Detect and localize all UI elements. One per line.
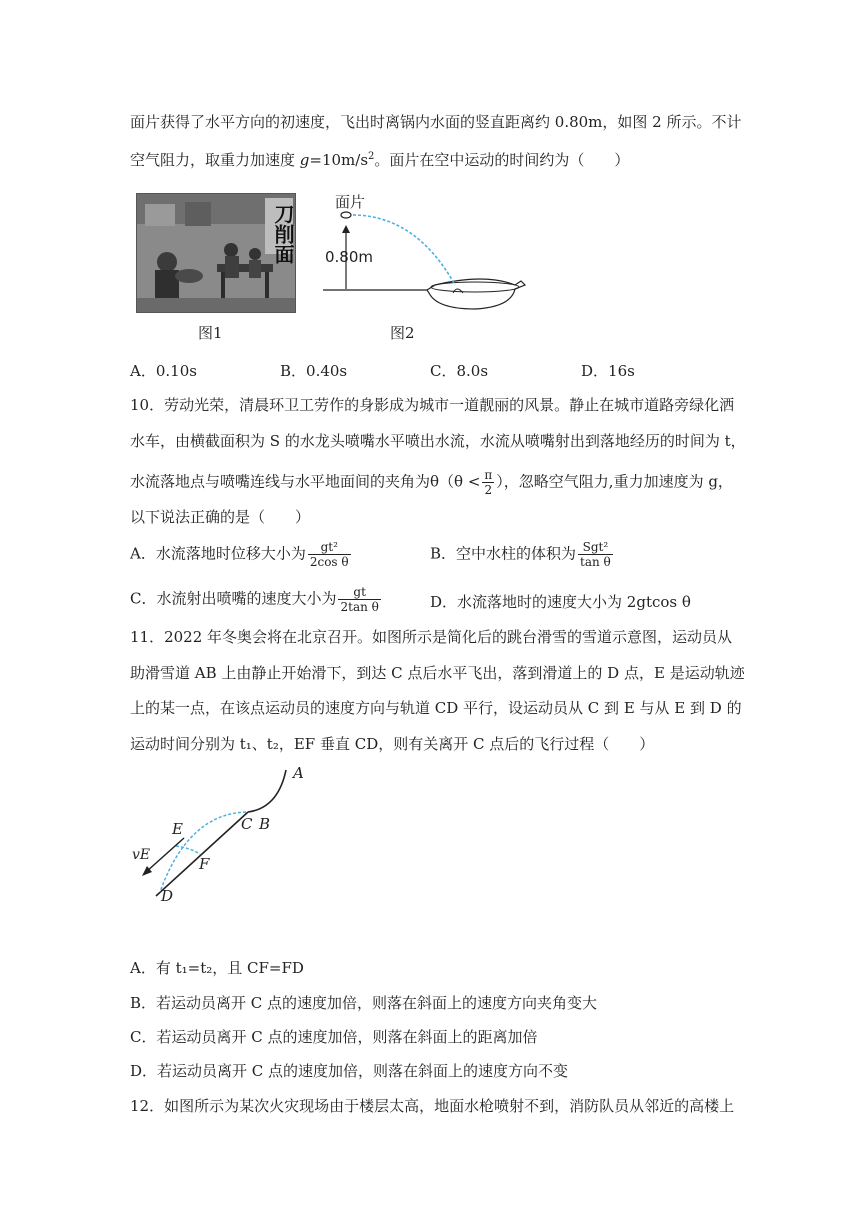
q11-line2: 助滑雪道 AB 上由静止开始滑下，到达 C 点后水平飞出，落到滑道上的 D 点，E 是运动轨迹 (130, 664, 745, 682)
q10-option-d[interactable]: D．水流落地时的速度大小为 2gtcos θ (430, 593, 691, 611)
q11-ski-jump-diagram (128, 762, 308, 912)
q11-label-a: A (293, 764, 304, 782)
q10-line1: 10．劳动光荣，清晨环卫工劳作的身影成为城市一道靓丽的风景。静止在城市道路旁绿化洒 (130, 396, 735, 414)
figure2-label-height: 0.80m (325, 248, 374, 266)
q9-line2: 空气阻力，取重力加速度 $g=10m/s^2$。面片在空中运动的时间约为（ ） (130, 151, 630, 169)
q11-line1: 11．2022 年冬奥会将在北京召开。如图所示是简化后的跳台滑雪的雪道示意图，运动员从 (130, 628, 733, 646)
q10-option-b[interactable]: B．空中水柱的体积为 $\frac{\text{Sgt²}}{\text{tan θ}}$ (430, 540, 611, 569)
figure1-title: 刀削面 (271, 204, 295, 264)
q10-pi-over-2: $\frac{\pi}{2}$ (484, 468, 493, 497)
figure1-caption: 图1 (198, 324, 223, 342)
figure2-caption: 图2 (390, 324, 415, 342)
q11-label-b: B (259, 815, 271, 833)
q11-label-d: D (161, 887, 174, 905)
q9-option-c[interactable]: C．8.0s (430, 362, 489, 380)
q10-line4: 以下说法正确的是（ ） (130, 508, 311, 526)
q9-option-a[interactable]: A．0.10s (130, 362, 197, 380)
q9-option-d[interactable]: D．16s (581, 362, 635, 380)
q11-option-c[interactable]: C．若运动员离开 C 点的速度加倍，则落在斜面上的距离加倍 (130, 1028, 538, 1046)
q10-option-c[interactable]: C．水流射出喷嘴的速度大小为 $\frac{gt}{\text{2tan θ}}$ (130, 585, 379, 614)
q10-line2: 水车，由横截面积为 S 的水龙头喷嘴水平喷出水流，水流从喷嘴射出到落地经历的时间为 t， (130, 432, 746, 450)
q11-line3: 上的某一点，在该点运动员的速度方向与轨道 CD 平行，设运动员从 C 到 E 与从 E 到 D 的 (130, 699, 742, 717)
q12-line1: 12．如图所示为某次火灾现场由于楼层太高，地面水枪喷射不到，消防队员从邻近的高楼上 (130, 1097, 735, 1115)
q9-option-b[interactable]: B．0.40s (280, 362, 348, 380)
figure2-label-piece: 面片 (335, 193, 366, 211)
q9-line1: 面片获得了水平方向的初速度，飞出时离锅内水面的竖直距离约 0.80m，如图 2 所示。不计 (130, 113, 742, 131)
q11-label-ve: vE (132, 847, 151, 863)
q11-option-b[interactable]: B．若运动员离开 C 点的速度加倍，则落在斜面上的速度方向夹角变大 (130, 994, 598, 1012)
q11-label-e: E (172, 820, 183, 838)
q10-line3: 水流落地点与喷嘴连线与水平地面间的夹角为θ（θ < $\frac{\pi}{2}$ ），忽略空气阻力,重力加速度为 g， (130, 468, 733, 497)
q11-option-d[interactable]: D．若运动员离开 C 点的速度加倍，则落在斜面上的速度方向不变 (130, 1062, 569, 1080)
q11-option-a[interactable]: A．有 t₁=t₂，且 CF=FD (130, 959, 304, 977)
q11-label-c: C (241, 815, 253, 833)
q11-label-f: F (199, 855, 210, 873)
figure1-photo (136, 193, 296, 313)
q10-option-a[interactable]: A．水流落地时位移大小为 $\frac{\text{gt²}}{\text{2cos θ}}$ (130, 540, 349, 569)
q11-line4: 运动时间分别为 t₁、t₂，EF 垂直 CD，则有关离开 C 点后的飞行过程（ ） (130, 735, 655, 753)
